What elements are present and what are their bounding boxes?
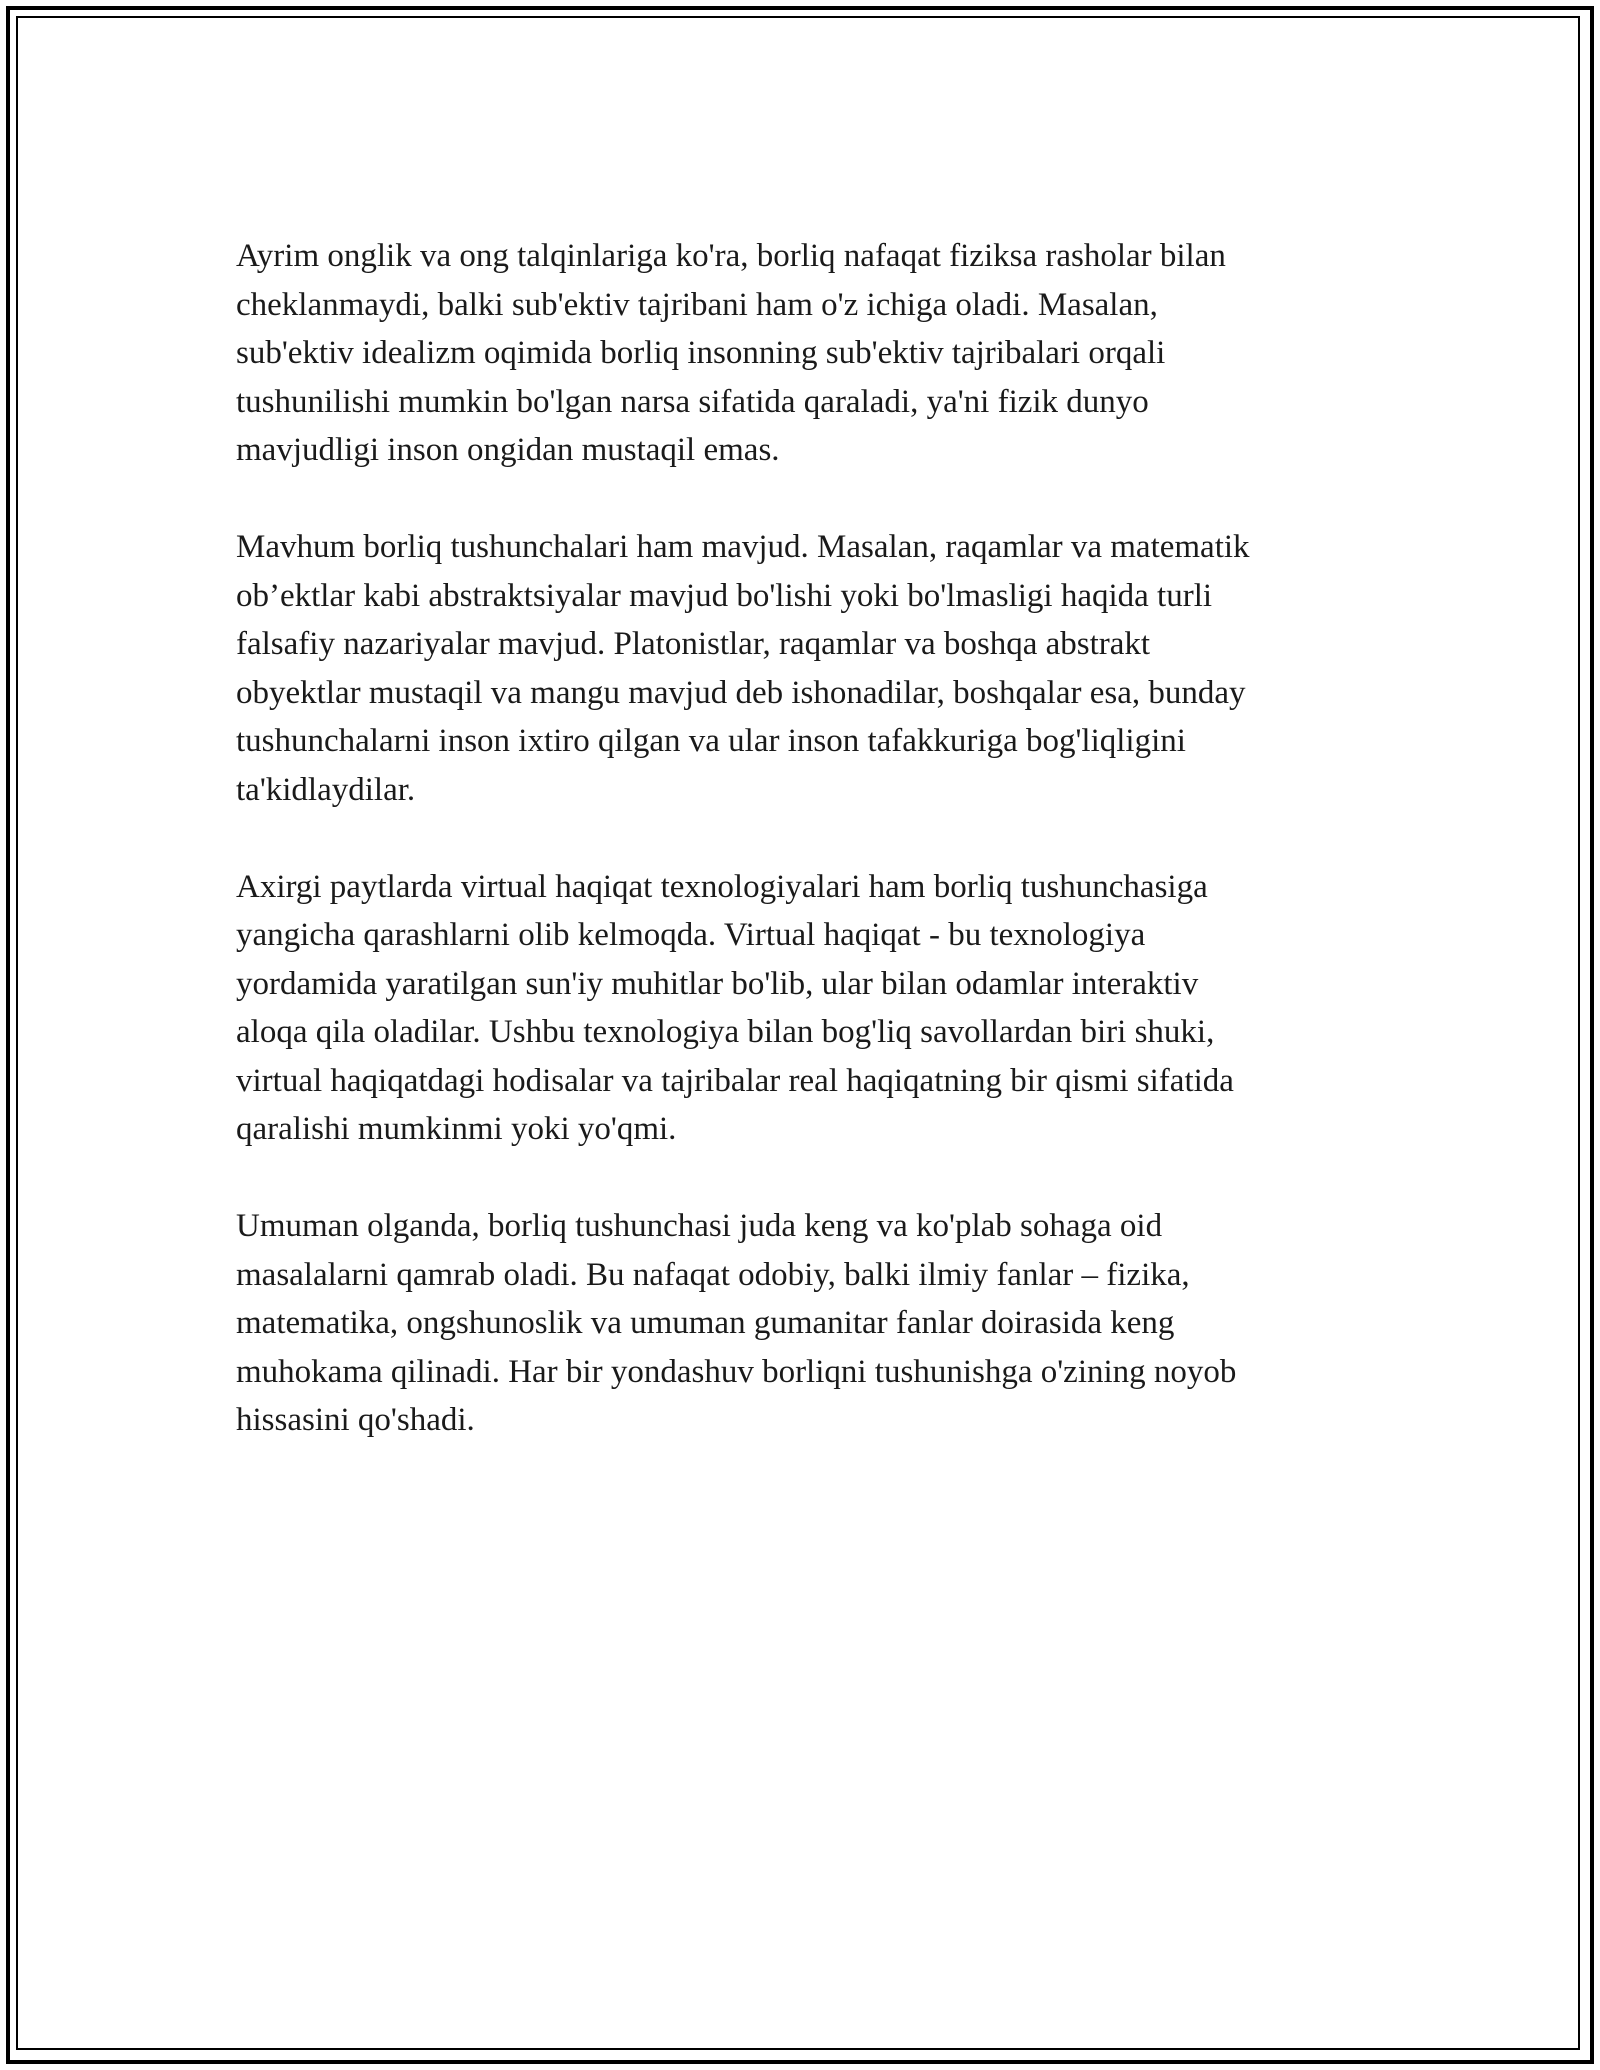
paragraph-line: virtual haqiqatdagi hodisalar va tajribalar real haqiqatning bir qismi sifatida [236, 1062, 1234, 1099]
paragraph-2 [236, 523, 1386, 814]
paragraph-line: ta'kidlaydilar. [236, 771, 416, 808]
paragraph-line: falsafiy nazariyalar mavjud. Platonistlar, raqamlar va boshqa abstrakt [236, 626, 1151, 662]
paragraph-line: tushunilishi mumkin bo'lgan narsa sifatida qaraladi, ya'ni fizik dunyo [236, 383, 1149, 420]
paragraph-line: yordamida yaratilgan sun'iy muhitlar bo'lib, ular bilan odamlar interaktiv [236, 965, 1199, 1002]
paragraph-line: aloqa qila oladilar. Ushbu texnologiya bilan bog'liq savollardan biri shuki, [236, 1014, 1215, 1050]
paragraph-line: ob’ektlar kabi abstraktsiyalar mavjud bo'lishi yoki bo'lmasligi haqida turli [236, 577, 1213, 614]
paragraph-line: hissasini qo'shadi. [236, 1402, 475, 1438]
document-body [236, 232, 1386, 1493]
paragraph-4 [236, 1202, 1386, 1445]
paragraph-line: Mavhum borliq tushunchalari ham mavjud. Masalan, raqamlar va matematik [236, 529, 1250, 565]
paragraph-line: Axirgi paytlarda virtual haqiqat texnologiyalari ham borliq tushunchasiga [236, 868, 1208, 905]
paragraph-3 [236, 863, 1386, 1154]
paragraph-line: Umuman olganda, borliq tushunchasi juda keng va ko'plab sohaga oid [236, 1208, 1163, 1244]
paragraph-line: qaralishi mumkinmi yoki yo'qmi. [236, 1111, 677, 1147]
paragraph-line: cheklanmaydi, balki sub'ektiv tajribani ham o'z ichiga oladi. Masalan, [236, 286, 1158, 323]
paragraph-line: sub'ektiv idealizm oqimida borliq insonning sub'ektiv tajribalari orqali [236, 335, 1166, 371]
paragraph-line: mavjudligi inson ongidan mustaqil emas. [236, 432, 780, 468]
paragraph-line: Ayrim onglik va ong talqinlariga ko'ra, borliq nafaqat fiziksa rasholar bilan [236, 238, 1226, 274]
paragraph-1 [236, 232, 1386, 475]
paragraph-line: masalalarni qamrab oladi. Bu nafaqat odobiy, balki ilmiy fanlar – fizika, [236, 1256, 1190, 1293]
paragraph-line: tushunchalarni inson ixtiro qilgan va ular inson tafakkuriga bog'liqligini [236, 723, 1186, 759]
paragraph-line: yangicha qarashlarni olib kelmoqda. Virtual haqiqat - bu texnologiya [236, 917, 1146, 953]
paragraph-line: muhokama qilinadi. Har bir yondashuv borliqni tushunishga o'zining noyob [236, 1353, 1237, 1390]
paragraph-line: obyektlar mustaqil va mangu mavjud deb ishonadilar, boshqalar esa, bunday [236, 674, 1246, 711]
paragraph-line: matematika, ongshunoslik va umuman gumanitar fanlar doirasida keng [236, 1305, 1175, 1341]
